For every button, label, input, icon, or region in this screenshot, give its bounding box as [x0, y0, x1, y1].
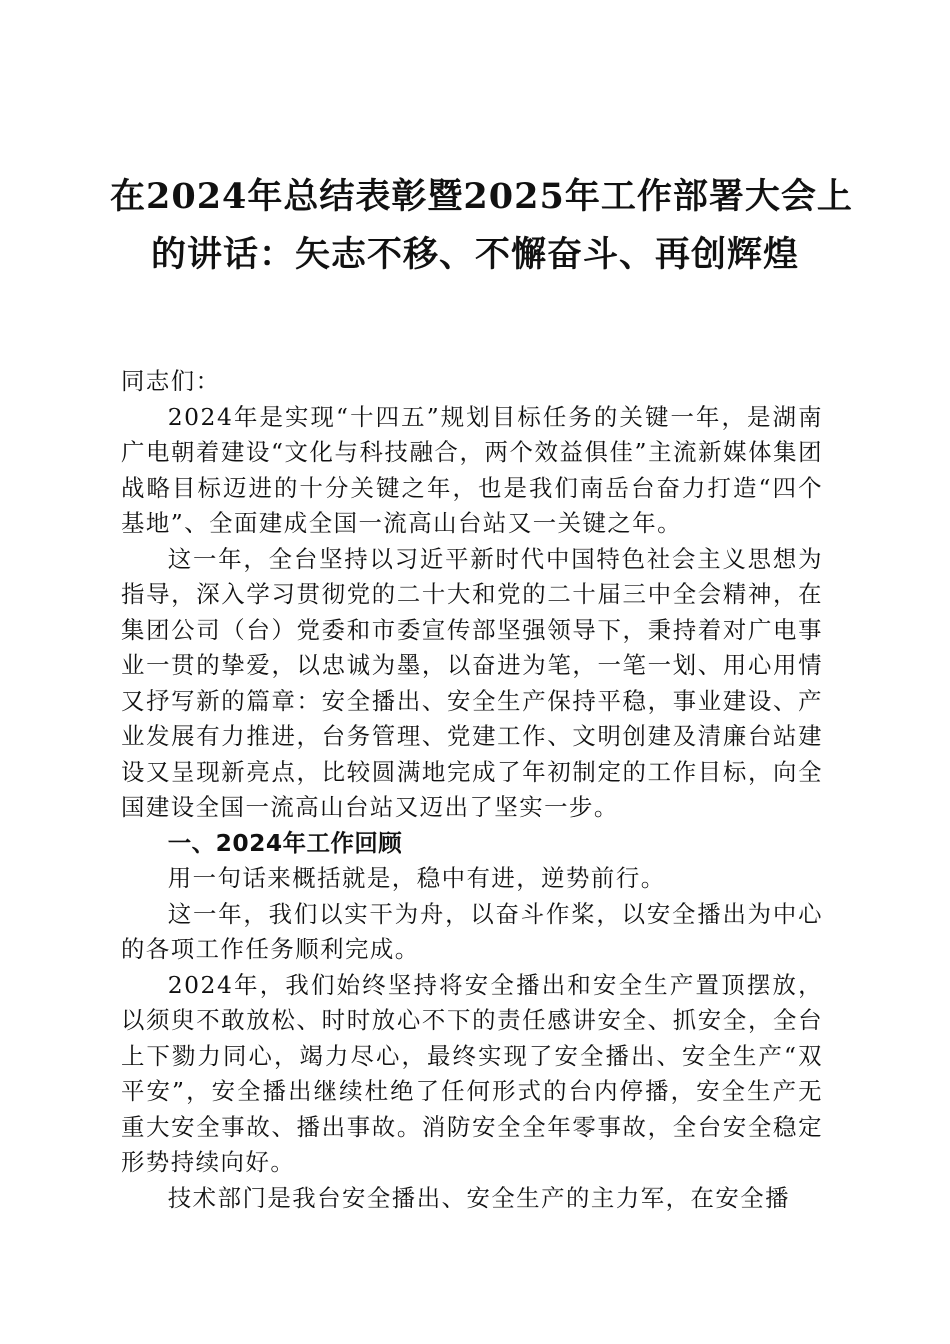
section-heading: 一、2024年工作回顾 [167, 828, 403, 857]
paragraph: 这一年，我们以实干为舟，以奋斗作桨，以安全播出为中心的各项工作任务顺利完成。 [121, 899, 823, 963]
paragraph: 用一句话来概括就是，稳中有进，逆势前行。 [167, 864, 666, 892]
title-line-1: 在2024年总结表彰暨2025年工作部署大会上 [110, 176, 853, 217]
document-body [121, 364, 823, 1216]
paragraph: 2024年，我们始终坚持将安全播出和安全生产置顶摆放，以须臾不敢放松、时时放心不下的责任感讲安全、抓安全，全台上下勠力同心，竭力尽心，最终实现了安全播出、安全生产“双平安”，安全播出继续杜绝了任何形式的台内停播，安全生产无重大安全事故、播出事故。消防安全全年零事故，全台安全稳定形势持续向好。 [121, 970, 823, 1176]
document-title [110, 168, 853, 284]
paragraph: 这一年，全台坚持以习近平新时代中国特色社会主义思想为指导，深入学习贯彻党的二十大和党的二十届三中全会精神，在集团公司（台）党委和市委宣传部坚强领导下，秉持着对广电事业一贯的挚爱，以忠诚为墨，以奋进为笔，一笔一划、用心用情又抒写新的篇章：安全播出、安全生产保持平稳，事业建设、产业发展有力推进，台务管理、党建工作、文明创建及清廉台站建设又呈现新亮点，比较圆满地完成了年初制定的工作目标，向全国建设全国一流高山台站又迈出了坚实一步。 [121, 544, 823, 821]
salutation: 同志们： [121, 367, 221, 395]
paragraph: 技术部门是我台安全播出、安全生产的主力军，在安全播 [167, 1183, 791, 1212]
paragraph: 2024年是实现“十四五”规划目标任务的关键一年，是湖南广电朝着建设“文化与科技融合，两个效益俱佳”主流新媒体集团战略目标迈进的十分关键之年，也是我们南岳台奋力打造“四个基地”、全面建成全国一流高山台站又一关键之年。 [121, 402, 823, 537]
title-line-2: 的讲话：矢志不移、不懈奋斗、再创辉煌 [150, 234, 799, 275]
